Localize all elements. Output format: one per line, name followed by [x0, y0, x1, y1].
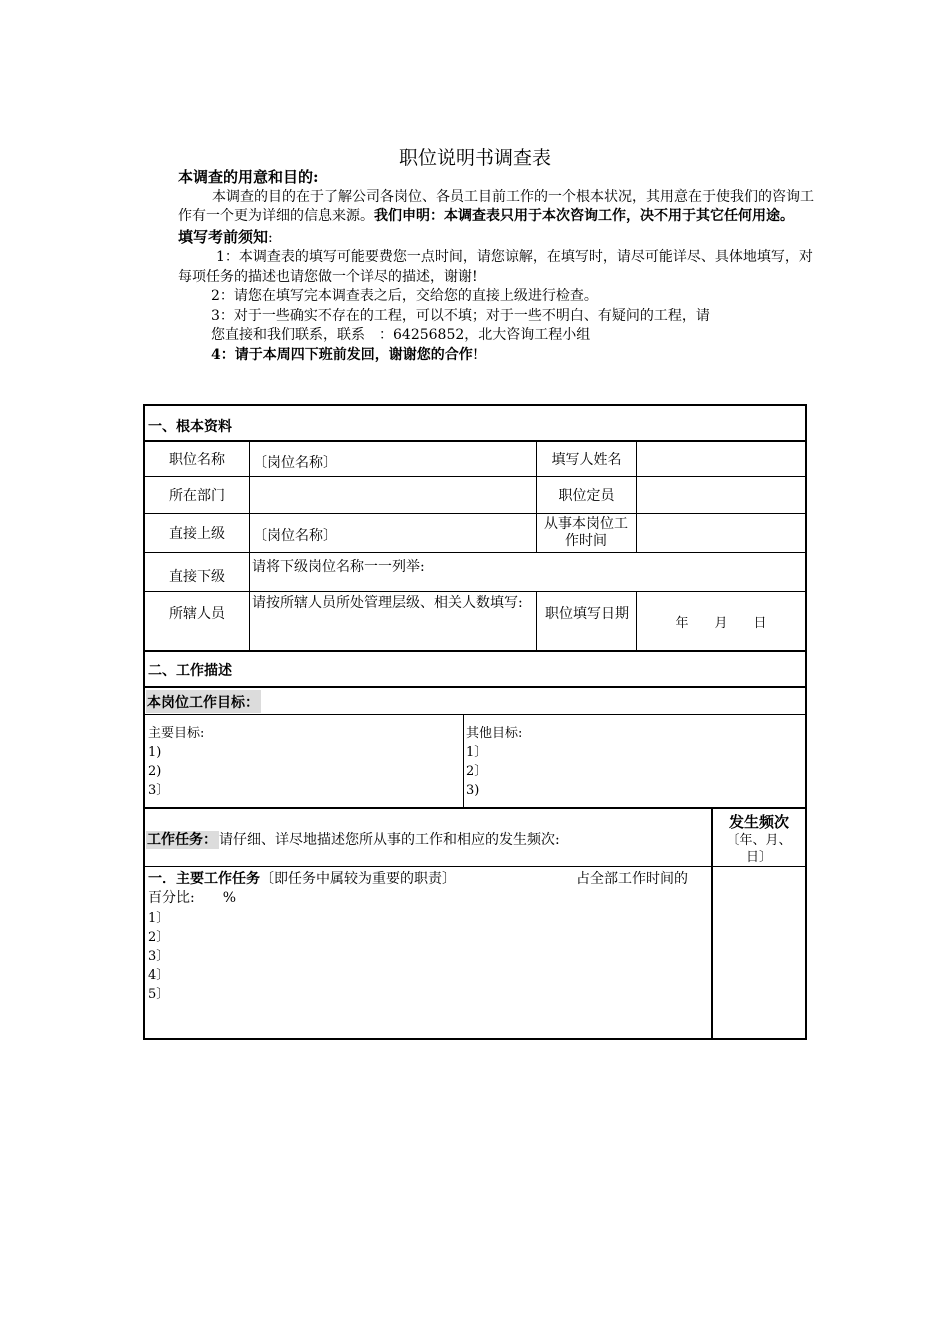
other-goal-3[interactable]: 3)	[466, 783, 480, 798]
job-title-label: 职位名称	[169, 452, 225, 468]
main-task-2[interactable]: 2〕	[148, 930, 170, 945]
purpose-paragraph	[178, 188, 818, 227]
notice-heading: 填写考前须知	[178, 227, 269, 246]
fill-date-value[interactable]: 年 月 日	[675, 615, 767, 631]
department-field[interactable]	[250, 477, 536, 513]
purpose-text: 本调查的目的在于了解公司各岗位、各员工目前工作的一个根本状况，其用意在于使我们的咨询工作有一个更为详细的信息来源。	[178, 188, 814, 224]
staff-value[interactable]: 请按所辖人员所处管理层级、相关人数填写:	[252, 595, 523, 611]
main-goal-2[interactable]: 2)	[148, 764, 162, 779]
notice-item-2: 2：请您在填写完本调查表之后，交给您的直接上级进行检查。	[211, 288, 598, 304]
supervisor-label: 直接上级	[169, 526, 225, 542]
main-tasks-pct-a: 占全部工作时间的	[576, 871, 688, 887]
main-task-1[interactable]: 1〕	[148, 911, 170, 926]
tenure-field[interactable]	[637, 514, 805, 552]
goal-heading: 本岗位工作目标：	[146, 690, 261, 713]
staff-label: 所辖人员	[169, 606, 225, 622]
frequency-header	[713, 811, 805, 866]
main-tasks-note: 〔即任务中属较为重要的职责〕	[260, 871, 456, 887]
notice-item-4	[178, 346, 818, 366]
notice-item-3a: 3：对于一些确实不存在的工程，可以不填；对于一些不明白、有疑问的工程，请	[211, 307, 710, 324]
subordinate-label: 直接下级	[169, 569, 225, 585]
main-task-3[interactable]: 3〕	[148, 949, 170, 964]
main-tasks-list	[148, 909, 169, 1004]
tasks-label: 工作任务：	[147, 832, 217, 848]
job-title-value[interactable]: 〔岗位名称〕	[253, 455, 337, 471]
notice-colon: :	[268, 229, 273, 246]
other-goals-label: 其他目标:	[466, 726, 523, 741]
notice-item-3b: 您直接和我们联系，联系 ：64256852，北大咨询工程小组	[211, 327, 591, 343]
filler-name-field[interactable]	[637, 442, 805, 476]
supervisor-value[interactable]: 〔岗位名称〕	[253, 528, 337, 544]
other-goal-2[interactable]: 2〕	[466, 764, 488, 779]
frequency-sub: 〔年、月、日〕	[726, 833, 792, 865]
frequency-label: 发生频次	[728, 813, 789, 831]
notice-heading-line	[178, 228, 818, 249]
fill-date-label: 职位填写日期	[545, 605, 629, 622]
notice-item-4-end: !	[472, 346, 479, 363]
notice-item-4-text: 4：请于本周四下班前发回，谢谢您的合作	[211, 346, 473, 363]
department-label: 所在部门	[169, 488, 225, 504]
main-goals-label: 主要目标:	[148, 726, 205, 741]
main-task-5[interactable]: 5〕	[148, 987, 170, 1002]
main-tasks-label: 一．主要工作任务	[148, 871, 260, 887]
main-task-4[interactable]: 4〕	[148, 968, 170, 983]
intro-block	[178, 168, 818, 365]
tasks-text: 请仔细、详尽地描述您所从事的工作和相应的发生频次:	[219, 832, 560, 848]
notice-item-1: 1：本调查表的填写可能要费您一点时间，请您谅解，在填写时，请尽可能详尽、具体地填写，对每项任务的描述也请您做一个详尽的描述，谢谢!	[178, 249, 813, 285]
frequency-column[interactable]	[713, 867, 805, 1038]
subordinate-value[interactable]: 请将下级岗位名称一一列举:	[252, 559, 425, 575]
survey-form	[143, 404, 807, 1040]
tenure-label: 从事本岗位工作时间	[544, 516, 628, 549]
purpose-heading: 本调查的用意和目的:	[178, 168, 319, 186]
main-tasks-pct-b: 百分比: %	[148, 890, 237, 906]
other-goal-1[interactable]: 1〕	[466, 745, 488, 760]
tasks-instruction	[146, 829, 560, 849]
section-basic-info-heading: 一、根本资料	[148, 419, 232, 435]
main-goal-1[interactable]: 1)	[148, 745, 162, 760]
headcount-label: 职位定员	[558, 488, 615, 504]
headcount-field[interactable]	[637, 477, 805, 513]
purpose-statement: 我们申明：本调查表只用于本次咨询工作，决不用于其它任何用途。	[374, 208, 794, 224]
main-goal-3[interactable]: 3〕	[148, 783, 170, 798]
section-work-description-heading: 二、工作描述	[148, 663, 232, 679]
page-title: 职位说明书调查表	[398, 147, 551, 169]
filler-name-label: 填写人姓名	[551, 452, 622, 468]
main-tasks-header	[148, 870, 708, 908]
other-goals	[466, 724, 522, 800]
main-goals	[148, 724, 204, 800]
